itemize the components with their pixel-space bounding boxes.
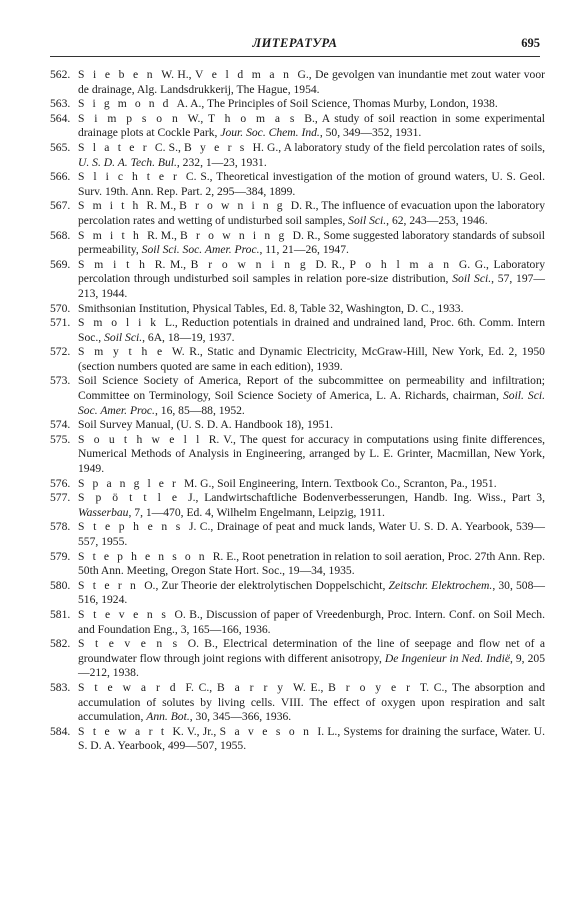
author-name: S t e w a r t <box>78 724 173 738</box>
author-name: S p a n g l e r <box>78 476 184 490</box>
reference-text: R. E., Root penetration in relation to soil aeration, Proc. 27th Ann. Rep. 50th Ann. Meeting, Oregon State Hort. Soc., 19—34, 1935. <box>78 549 545 578</box>
author-name: S t e v e n s <box>78 637 188 651</box>
reference-text: Soil Survey Manual, (U. S. D. A. Handbook 18), 1951. <box>78 418 334 432</box>
reference-text: T. C., The absorption and accumulation of solutes by living cells. VIII. The effect of oxygen upon respiration and salt accumulation, <box>78 680 545 724</box>
reference-text: R. M., <box>147 228 180 242</box>
reference-number: 571. <box>50 316 71 330</box>
reference-number: 582. <box>50 637 71 651</box>
reference-text: W. H., <box>161 68 195 81</box>
reference-text: F. C., <box>185 680 217 694</box>
reference-text: , 232, 1—23, 1931. <box>176 155 267 169</box>
reference-number: 579. <box>50 549 71 563</box>
reference-item <box>50 725 545 754</box>
reference-number: 572. <box>50 345 71 359</box>
reference-text: R. M., <box>154 257 191 271</box>
journal-title: Soil Sci. Soc. Amer. Proc. <box>141 243 260 257</box>
reference-number: 576. <box>50 476 71 490</box>
reference-list <box>50 68 545 754</box>
reference-item <box>50 97 545 112</box>
reference-text: O. B., Electrical determination of the line of seepage and flow net of a groundwater flow through joint regions with different anisotropy, <box>78 637 545 665</box>
journal-title: Soil Sci. <box>104 330 143 344</box>
journal-title: Zeitschr. Elektrochem. <box>388 578 493 592</box>
author-name: S l i c h t e r <box>78 170 186 184</box>
reference-item <box>50 681 545 725</box>
reference-item <box>50 579 545 608</box>
reference-item <box>50 316 545 345</box>
reference-text: Smithsonian Institution, Physical Tables, Ed. 8, Table 32, Washington, D. C., 1933. <box>78 301 464 315</box>
reference-text: J. C., Drainage of peat and muck lands, Water U. S. D. A. Yearbook, 539—557, 1955. <box>78 520 546 548</box>
author-name: S m o l i k <box>78 316 165 330</box>
reference-item <box>50 199 545 228</box>
author-name: S m i t h <box>78 199 147 213</box>
author-name: S t e v e n s <box>78 607 175 621</box>
reference-text: G., De gevolgen van inundantie met zout water voor de drainage, Alg. Landsdrukkerij, The Hague, 1954. <box>78 68 545 96</box>
reference-number: 563. <box>50 97 71 111</box>
reference-text: W. E., <box>293 680 329 694</box>
reference-number: 584. <box>50 724 71 738</box>
author-name: B y e r s <box>183 140 253 154</box>
journal-title: Soil Sci. <box>348 213 387 227</box>
reference-item <box>50 68 545 97</box>
reference-number: 578. <box>50 520 71 534</box>
author-name: B r o w n i n g <box>179 228 293 242</box>
journal-title: De Ingenieur in Ned. Indië <box>384 651 510 665</box>
reference-text: K. V., Jr., <box>172 724 220 738</box>
author-name: S i g m o n d <box>78 97 177 111</box>
reference-item <box>50 550 545 579</box>
reference-text: , 6A, 18—19, 1937. <box>142 330 235 344</box>
reference-item <box>50 477 545 492</box>
author-name: B r o y e r <box>328 680 420 694</box>
reference-number: 574. <box>50 418 71 432</box>
reference-number: 581. <box>50 607 71 621</box>
reference-number: 580. <box>50 578 71 592</box>
reference-item <box>50 418 545 433</box>
reference-text: C. S., <box>154 140 184 154</box>
reference-number: 583. <box>50 680 71 694</box>
journal-title: Soil Sci. <box>452 272 492 286</box>
reference-item <box>50 520 545 549</box>
reference-item <box>50 141 545 170</box>
reference-text: Soil Science Society of America, Report of the subcommittee on permeability and infiltration; Committee on Terminology, Soil Science Society of America, L. A. Richards, chairman, <box>78 374 545 403</box>
reference-number: 573. <box>50 374 71 388</box>
author-name: S m y t h e <box>78 345 172 359</box>
reference-text: I. L., Systems for draining the surface, Water. U. S. D. A. Yearbook, 499—507, 1955. <box>78 724 546 753</box>
running-header <box>50 36 540 57</box>
reference-text: , 50, 349—352, 1931. <box>319 126 422 140</box>
reference-text: A. A., The Principles of Soil Science, Thomas Murby, London, 1938. <box>176 97 498 111</box>
author-name: S o u t h w e l l <box>78 432 209 446</box>
reference-text: , 62, 243—253, 1946. <box>386 213 488 227</box>
reference-number: 570. <box>50 301 71 315</box>
reference-text: D. R., The influence of evacuation upon the laboratory percolation rates and wetting of undisturbed soil samples, <box>78 199 545 227</box>
journal-title: U. S. D. A. Tech. Bul. <box>78 155 177 169</box>
reference-item <box>50 170 545 199</box>
reference-text: R. M., <box>146 199 180 213</box>
reference-item <box>50 637 545 681</box>
author-name: B a r r y <box>216 680 293 694</box>
author-name: B r o w n i n g <box>179 199 291 213</box>
author-name: S a v e s o n <box>219 724 318 738</box>
author-name: S t e w a r d <box>78 680 186 694</box>
reference-item <box>50 433 545 477</box>
reference-text: C. S., Theoretical investigation of the motion of ground waters, U. S. Geol. Surv. 19th. Ann. Rep. Part. 2, 295—384, 1899. <box>78 170 545 198</box>
running-title: ЛИТЕРАТУРА <box>252 36 338 50</box>
author-name: S l a t e r <box>78 140 155 154</box>
reference-text: , 7, 1—470, Ed. 4, Wilhelm Engelmann, Leipzig, 1911. <box>128 505 385 519</box>
journal-title: Soil. Sci. Soc. Amer. Proc. <box>78 389 545 417</box>
reference-item <box>50 302 545 317</box>
journal-title: Jour. Soc. Chem. Ind. <box>220 126 320 140</box>
reference-text: , 16, 85—88, 1952. <box>154 403 245 417</box>
reference-number: 567. <box>50 199 71 213</box>
author-name: T h o m a s <box>207 111 305 125</box>
author-name: S t e p h e n s <box>78 520 189 534</box>
reference-item <box>50 491 545 520</box>
reference-text: B., A study of soil reaction in some experimental drainage plots at Cockle Park, <box>78 111 546 140</box>
journal-title: Wasserbau <box>78 505 129 519</box>
author-name: V e l d m a n <box>194 68 298 81</box>
reference-text: W., <box>187 111 208 125</box>
reference-number: 566. <box>50 170 71 184</box>
reference-item <box>50 229 545 258</box>
reference-number: 575. <box>50 432 71 446</box>
reference-number: 565. <box>50 140 71 154</box>
reference-text: W. R., Static and Dynamic Electricity, McGraw-Hill, New York, Ed. 2, 1950 (section numbers quoted are same in each edition), 1939. <box>78 345 545 373</box>
reference-text: , 30, 508—516, 1924. <box>78 578 545 607</box>
page-number: 695 <box>521 36 540 50</box>
author-name: P o h l m a n <box>349 257 459 271</box>
author-name: S i e b e n <box>78 68 162 81</box>
reference-text: O., Zur Theorie der elektrolytischen Doppelschicht, <box>144 578 389 592</box>
reference-number: 564. <box>50 111 71 125</box>
reference-text: H. G., A laboratory study of the field percolation rates of soils, <box>252 140 545 154</box>
reference-number: 562. <box>50 68 71 81</box>
reference-text: , 9, 205—212, 1938. <box>78 651 545 680</box>
reference-text: O. B., Discussion of paper of Vreedenburgh, Proc. Intern. Conf. on Soil Mech. and Foundation Eng., 3, 165—166, 1936. <box>78 607 545 636</box>
reference-item <box>50 258 545 302</box>
reference-text: , 57, 197—213, 1944. <box>78 272 546 300</box>
author-name: S p ö t t l e <box>78 491 189 505</box>
reference-item <box>50 374 545 418</box>
reference-item <box>50 608 545 637</box>
reference-text: , 11, 21—26, 1947. <box>259 243 349 257</box>
reference-item <box>50 112 545 141</box>
reference-text: , 30, 345—366, 1936. <box>189 710 292 724</box>
reference-text: M. G., Soil Engineering, Intern. Textbook Co., Scranton, Pa., 1951. <box>184 476 497 490</box>
author-name: S t e r n <box>78 578 145 592</box>
author-name: S i m p s o n <box>78 111 188 125</box>
reference-text: R. V., The quest for accuracy in computations using finite differences, Numerical Methods of Analysis in Engineering, arranged by L. E. Grinter, Macmillan, New York, 1949. <box>78 432 545 476</box>
reference-text: L., Reduction potentials in drained and undrained land, Proc. 6th. Comm. Intern Soc., <box>78 316 546 344</box>
reference-text: J., Landwirtschaftliche Bodenverbesserungen, Handb. Ing. Wiss., Part 3, <box>188 491 545 505</box>
author-name: S m i t h <box>78 228 148 242</box>
reference-text: D. R., Some suggested laboratory standards of subsoil permeability, <box>78 228 545 257</box>
reference-item <box>50 345 545 374</box>
author-name: S t e p h e n s o n <box>78 549 213 563</box>
journal-title: Ann. Bot. <box>146 710 190 724</box>
author-name: S m i t h <box>78 257 155 271</box>
reference-number: 569. <box>50 257 71 271</box>
reference-number: 568. <box>50 228 71 242</box>
reference-text: D. R., <box>315 257 350 271</box>
reference-text: G. G., Laboratory percolation through undisturbed soil samples in relation pore-size distribution, <box>78 257 546 286</box>
reference-number: 577. <box>50 491 71 505</box>
author-name: B r o w n i n g <box>190 257 316 271</box>
